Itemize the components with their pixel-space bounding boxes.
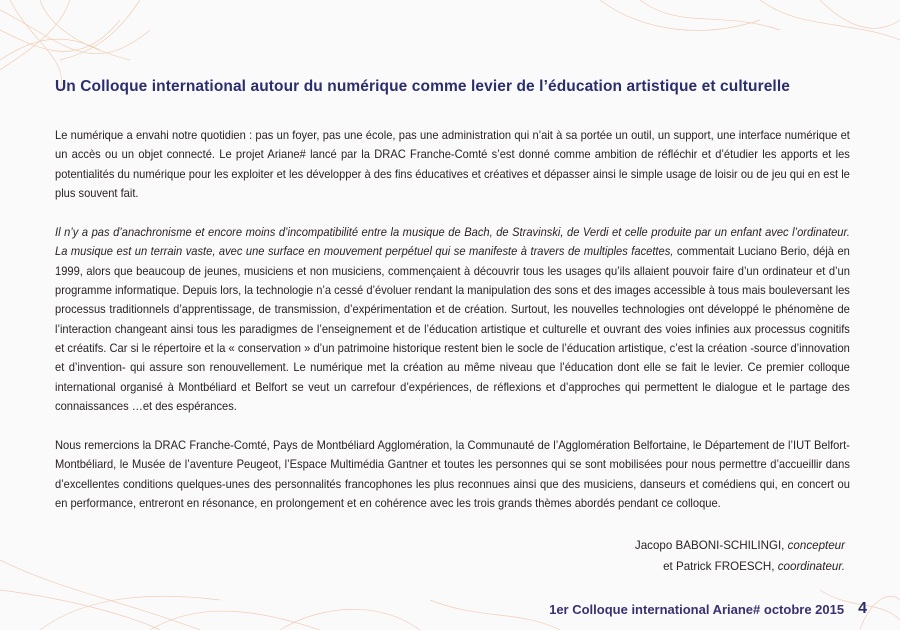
footer-text: 1er Colloque international Ariane# octobre 2015 (549, 601, 845, 617)
page-title: Un Colloque international autour du numérique comme levier de l’éducation artistique et culturelle (55, 78, 790, 95)
paragraph-quote (55, 223, 850, 416)
signature-role-1: concepteur (784, 539, 845, 552)
page-footer (549, 600, 867, 618)
paragraph-intro: Le numérique a envahi notre quotidien : pas un foyer, pas une école, pas une administration qui n’ait à sa portée un outil, un support, une interface numérique et un accès ou un objet connecté. Le projet Ariane# lancé par la DRAC Franche-Comté s’est donné comme ambition de réfléchir et d’étudier les apports et les potentialités du numérique pour les exploiter et les développer à des fins éducatives et créatives et dépasser ainsi le simple usage de loisir ou de jeu qui en est le plus souvent fait. (55, 129, 850, 200)
article-body (55, 78, 850, 533)
signature-name-1: Jacopo BABONI-SCHILINGI, (634, 539, 785, 552)
paragraph-thanks: Nous remercions la DRAC Franche-Comté, Pays de Montbéliard Agglomération, la Communauté de l’Agglomération Belfortaine, le Département de l’IUT Belfort-Montbéliard, le Musée de l’aventure Peugeot, l’Espace Multimédia Gantner et toutes les personnes qui se sont mobilisées pour nous permettre d’accueillir dans d’excellentes conditions quelques-unes des personnalités francophones les plus reconnues ainsi que des musiciens, danseurs et comédiens qui, en concert ou en performance, entreront en résonance, en prolongement et en cohérence avec les trois grands thèmes abordés pendant ce colloque. (55, 439, 850, 511)
signature-role-2: coordinateur. (774, 560, 845, 573)
quote-text: Il n’y a pas d’anachronisme et encore moins d’incompatibilité entre la musique de Bach, de Stravinski, de Verdi et celle produite par un enfant avec l’ordinateur. La musique est un terrain vaste, avec une surface en mouvement perpétuel qui se manifeste à travers de multiples facettes, (55, 226, 850, 259)
signature-block (635, 535, 845, 577)
page-number: 4 (858, 600, 867, 617)
signature-name-2: et Patrick FROESCH, (663, 560, 775, 573)
quote-continuation: commentait Luciano Berio, déjà en 1999, alors que beaucoup de jeunes, musiciens et non musiciens, commençaient à découvrir tous les usages qu’ils allaient pouvoir faire d’un ordinateur et d’un programme informatique. Depuis lors, la technologie n’a cessé d’évoluer rendant la manipulation des sons et des images accessible à tous mais bouleversant les processus traditionnels d’apprentissage, de transmission, d’expérimentation et de création. Surtout, les nouvelles technologies ont développé le phénomène de l’interaction changeant ainsi tous les paradigmes de l’enseignement et de l’éducation artistique et culturelle et ouvrant des voies infinies aux processus cognitifs et créatifs. Car si le répertoire et la « conservation » d’un patrimoine historique restent bien le socle de l’éducation artistique, c’est la création -source d’innovation et d’invention- qui assure son renouvellement. Le numérique met la création au même niveau que l’éducation dont elle se fait le levier. Ce premier colloque international organisé à Montbéliard et Belfort se veut un carrefour d’expériences, de réflexions et d’approches qui permettent le dialogue et le partage des connaissances …et des espérances. (55, 245, 850, 413)
